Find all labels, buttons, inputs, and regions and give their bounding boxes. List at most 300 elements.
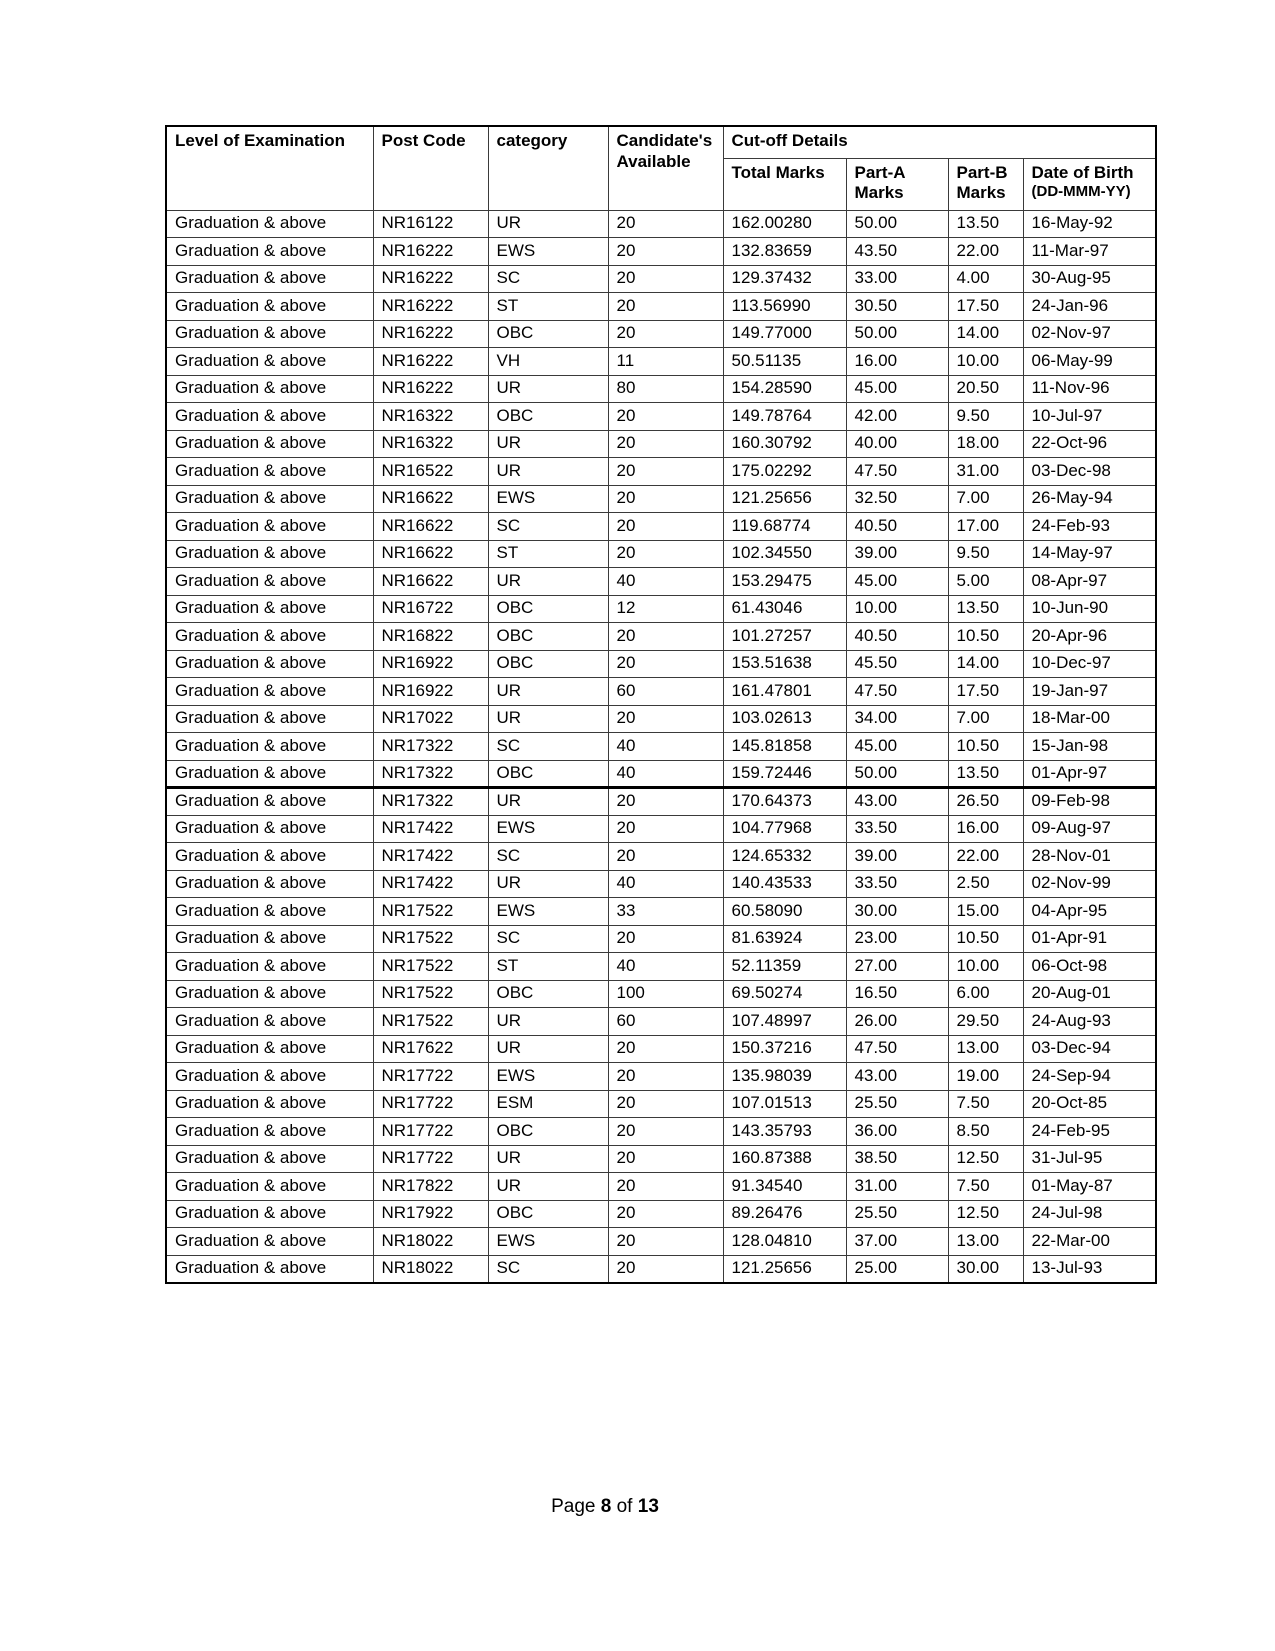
- table-cell: 20: [608, 265, 723, 293]
- table-cell: 22-Mar-00: [1023, 1228, 1156, 1256]
- table-cell: SC: [488, 513, 608, 541]
- table-cell: EWS: [488, 898, 608, 926]
- col-header-category: category: [488, 126, 608, 210]
- table-cell: 40: [608, 568, 723, 596]
- table-cell: NR16222: [373, 375, 488, 403]
- table-cell: NR16622: [373, 485, 488, 513]
- table-cell: NR16922: [373, 678, 488, 706]
- table-cell: 15.00: [948, 898, 1023, 926]
- table-cell: UR: [488, 705, 608, 733]
- table-cell: NR16822: [373, 623, 488, 651]
- table-cell: NR16522: [373, 458, 488, 486]
- col-header-total-marks: Total Marks: [723, 158, 846, 210]
- table-cell: 06-Oct-98: [1023, 953, 1156, 981]
- table-cell: 30.00: [948, 1255, 1023, 1283]
- table-cell: Graduation & above: [166, 1200, 373, 1228]
- table-cell: 150.37216: [723, 1035, 846, 1063]
- table-cell: 12.50: [948, 1145, 1023, 1173]
- table-cell: 128.04810: [723, 1228, 846, 1256]
- table-cell: 91.34540: [723, 1173, 846, 1201]
- table-cell: 159.72446: [723, 760, 846, 788]
- table-cell: 121.25656: [723, 1255, 846, 1283]
- table-row: [166, 953, 1156, 981]
- table-cell: 5.00: [948, 568, 1023, 596]
- table-row: [166, 650, 1156, 678]
- table-cell: NR17322: [373, 733, 488, 761]
- table-cell: 33.50: [846, 815, 948, 843]
- table-cell: 40.50: [846, 513, 948, 541]
- table-cell: 03-Dec-98: [1023, 458, 1156, 486]
- table-cell: 25.00: [846, 1255, 948, 1283]
- table-cell: 7.00: [948, 485, 1023, 513]
- footer-total-pages: 13: [637, 1496, 659, 1517]
- table-cell: 149.77000: [723, 320, 846, 348]
- table-row: [166, 320, 1156, 348]
- table-cell: 13.50: [948, 760, 1023, 788]
- table-cell: 20: [608, 1228, 723, 1256]
- table-row: [166, 1173, 1156, 1201]
- table-cell: 20: [608, 293, 723, 321]
- table-row: [166, 238, 1156, 266]
- table-cell: OBC: [488, 980, 608, 1008]
- table-cell: NR16122: [373, 210, 488, 238]
- table-cell: 107.01513: [723, 1090, 846, 1118]
- table-cell: Graduation & above: [166, 623, 373, 651]
- table-cell: 161.47801: [723, 678, 846, 706]
- table-cell: 17.50: [948, 678, 1023, 706]
- table-cell: 10.00: [948, 953, 1023, 981]
- table-cell: 20: [608, 238, 723, 266]
- table-cell: NR18022: [373, 1228, 488, 1256]
- table-cell: 40: [608, 870, 723, 898]
- table-cell: Graduation & above: [166, 980, 373, 1008]
- table-cell: NR16622: [373, 540, 488, 568]
- table-cell: 175.02292: [723, 458, 846, 486]
- table-cell: 39.00: [846, 843, 948, 871]
- table-cell: 20: [608, 1118, 723, 1146]
- table-cell: 100: [608, 980, 723, 1008]
- table-cell: Graduation & above: [166, 898, 373, 926]
- table-cell: 20: [608, 430, 723, 458]
- table-row: [166, 513, 1156, 541]
- table-cell: 17.50: [948, 293, 1023, 321]
- table-cell: NR16222: [373, 348, 488, 376]
- table-cell: 104.77968: [723, 815, 846, 843]
- table-cell: NR16322: [373, 430, 488, 458]
- table-cell: 11: [608, 348, 723, 376]
- table-row: [166, 1145, 1156, 1173]
- table-cell: 13.00: [948, 1035, 1023, 1063]
- table-cell: 13.00: [948, 1228, 1023, 1256]
- table-cell: 19-Jan-97: [1023, 678, 1156, 706]
- table-cell: 20: [608, 1063, 723, 1091]
- table-cell: NR17722: [373, 1118, 488, 1146]
- table-cell: Graduation & above: [166, 1145, 373, 1173]
- table-cell: Graduation & above: [166, 458, 373, 486]
- table-cell: 20: [608, 623, 723, 651]
- table-cell: ST: [488, 953, 608, 981]
- table-cell: UR: [488, 375, 608, 403]
- table-cell: 30-Aug-95: [1023, 265, 1156, 293]
- table-cell: 20-Aug-01: [1023, 980, 1156, 1008]
- table-cell: 09-Feb-98: [1023, 788, 1156, 816]
- table-row: [166, 595, 1156, 623]
- table-cell: 20: [608, 485, 723, 513]
- table-cell: NR17922: [373, 1200, 488, 1228]
- table-cell: 20: [608, 540, 723, 568]
- table-cell: Graduation & above: [166, 925, 373, 953]
- table-cell: NR16222: [373, 293, 488, 321]
- table-cell: 30.50: [846, 293, 948, 321]
- table-cell: 143.35793: [723, 1118, 846, 1146]
- table-cell: 01-May-87: [1023, 1173, 1156, 1201]
- cutoff-marks-table: [165, 125, 1157, 1284]
- table-cell: 16-May-92: [1023, 210, 1156, 238]
- col-header-part-a-marks: Part-A Marks: [846, 158, 948, 210]
- table-row: [166, 348, 1156, 376]
- table-cell: 01-Apr-97: [1023, 760, 1156, 788]
- table-cell: NR17522: [373, 925, 488, 953]
- table-cell: Graduation & above: [166, 375, 373, 403]
- table-row: [166, 540, 1156, 568]
- table-cell: 30.00: [846, 898, 948, 926]
- table-row: [166, 458, 1156, 486]
- table-cell: 18.00: [948, 430, 1023, 458]
- table-cell: 16.00: [846, 348, 948, 376]
- table-cell: 43.00: [846, 1063, 948, 1091]
- table-cell: OBC: [488, 595, 608, 623]
- table-cell: 34.00: [846, 705, 948, 733]
- table-cell: 45.50: [846, 650, 948, 678]
- table-cell: 8.50: [948, 1118, 1023, 1146]
- table-cell: EWS: [488, 815, 608, 843]
- table-row: [166, 1035, 1156, 1063]
- table-cell: UR: [488, 678, 608, 706]
- table-cell: 06-May-99: [1023, 348, 1156, 376]
- table-cell: 145.81858: [723, 733, 846, 761]
- table-cell: 22.00: [948, 843, 1023, 871]
- table-cell: Graduation & above: [166, 293, 373, 321]
- col-header-cutoff-details: Cut-off Details: [723, 126, 1156, 158]
- table-cell: NR16622: [373, 568, 488, 596]
- table-row: [166, 485, 1156, 513]
- table-cell: Graduation & above: [166, 320, 373, 348]
- table-cell: 129.37432: [723, 265, 846, 293]
- table-cell: NR17722: [373, 1090, 488, 1118]
- table-cell: 121.25656: [723, 485, 846, 513]
- col-header-level-of-examination: Level of Examination: [166, 126, 373, 210]
- table-cell: UR: [488, 1145, 608, 1173]
- table-row: [166, 733, 1156, 761]
- table-cell: 45.00: [846, 568, 948, 596]
- table-cell: UR: [488, 210, 608, 238]
- date-of-birth-label: Date of Birth: [1031, 162, 1134, 182]
- table-cell: 24-Sep-94: [1023, 1063, 1156, 1091]
- table-cell: NR16222: [373, 265, 488, 293]
- footer-of-word: of: [616, 1496, 633, 1517]
- table-cell: Graduation & above: [166, 540, 373, 568]
- table-cell: 22.00: [948, 238, 1023, 266]
- table-cell: 52.11359: [723, 953, 846, 981]
- table-row: [166, 568, 1156, 596]
- table-row: [166, 1063, 1156, 1091]
- table-row: [166, 1228, 1156, 1256]
- table-cell: 18-Mar-00: [1023, 705, 1156, 733]
- table-cell: NR16222: [373, 238, 488, 266]
- table-cell: Graduation & above: [166, 403, 373, 431]
- table-cell: 14-May-97: [1023, 540, 1156, 568]
- table-cell: 103.02613: [723, 705, 846, 733]
- table-cell: 140.43533: [723, 870, 846, 898]
- table-cell: UR: [488, 1035, 608, 1063]
- table-row: [166, 623, 1156, 651]
- table-cell: 20: [608, 403, 723, 431]
- table-cell: 20: [608, 458, 723, 486]
- table-cell: 28-Nov-01: [1023, 843, 1156, 871]
- table-cell: 11-Nov-96: [1023, 375, 1156, 403]
- table-cell: 80: [608, 375, 723, 403]
- table-cell: 25.50: [846, 1200, 948, 1228]
- table-cell: 04-Apr-95: [1023, 898, 1156, 926]
- table-cell: NR17522: [373, 980, 488, 1008]
- table-cell: NR16622: [373, 513, 488, 541]
- table-cell: 20: [608, 320, 723, 348]
- table-cell: 20.50: [948, 375, 1023, 403]
- table-cell: SC: [488, 265, 608, 293]
- table-cell: Graduation & above: [166, 1063, 373, 1091]
- header-row-main: [166, 126, 1156, 158]
- table-cell: OBC: [488, 1118, 608, 1146]
- table-cell: Graduation & above: [166, 348, 373, 376]
- table-cell: NR17322: [373, 760, 488, 788]
- table-cell: 102.34550: [723, 540, 846, 568]
- table-cell: EWS: [488, 1228, 608, 1256]
- table-cell: 7.50: [948, 1090, 1023, 1118]
- table-cell: Graduation & above: [166, 650, 373, 678]
- table-row: [166, 870, 1156, 898]
- table-cell: 40.00: [846, 430, 948, 458]
- table-cell: 24-Jul-98: [1023, 1200, 1156, 1228]
- table-cell: EWS: [488, 1063, 608, 1091]
- table-cell: Graduation & above: [166, 760, 373, 788]
- table-cell: 10-Jun-90: [1023, 595, 1156, 623]
- table-cell: 40.50: [846, 623, 948, 651]
- table-cell: Graduation & above: [166, 1173, 373, 1201]
- table-cell: 16.50: [846, 980, 948, 1008]
- table-cell: 02-Nov-99: [1023, 870, 1156, 898]
- table-cell: 10.50: [948, 623, 1023, 651]
- table-cell: Graduation & above: [166, 265, 373, 293]
- table-cell: 09-Aug-97: [1023, 815, 1156, 843]
- table-cell: 23.00: [846, 925, 948, 953]
- table-row: [166, 1200, 1156, 1228]
- table-row: [166, 375, 1156, 403]
- table-row: [166, 1090, 1156, 1118]
- table-cell: 101.27257: [723, 623, 846, 651]
- table-cell: NR16322: [373, 403, 488, 431]
- table-cell: 26-May-94: [1023, 485, 1156, 513]
- table-cell: 20: [608, 1173, 723, 1201]
- table-cell: 153.51638: [723, 650, 846, 678]
- table-cell: 119.68774: [723, 513, 846, 541]
- table-cell: 36.00: [846, 1118, 948, 1146]
- table-cell: 20: [608, 513, 723, 541]
- table-cell: 20: [608, 705, 723, 733]
- table-cell: 10-Jul-97: [1023, 403, 1156, 431]
- table-cell: OBC: [488, 1200, 608, 1228]
- table-cell: 43.00: [846, 788, 948, 816]
- table-cell: 9.50: [948, 540, 1023, 568]
- table-cell: 26.50: [948, 788, 1023, 816]
- table-row: [166, 705, 1156, 733]
- table-cell: EWS: [488, 238, 608, 266]
- table-cell: 50.00: [846, 210, 948, 238]
- table-cell: 20: [608, 1200, 723, 1228]
- table-cell: 03-Dec-94: [1023, 1035, 1156, 1063]
- table-cell: 47.50: [846, 1035, 948, 1063]
- page-number-footer: [0, 1496, 1210, 1518]
- table-cell: 40: [608, 760, 723, 788]
- table-cell: 01-Apr-91: [1023, 925, 1156, 953]
- table-cell: 24-Aug-93: [1023, 1008, 1156, 1036]
- table-cell: 02-Nov-97: [1023, 320, 1156, 348]
- table-cell: 38.50: [846, 1145, 948, 1173]
- table-cell: Graduation & above: [166, 238, 373, 266]
- table-cell: 154.28590: [723, 375, 846, 403]
- table-cell: SC: [488, 843, 608, 871]
- table-cell: 33.50: [846, 870, 948, 898]
- table-cell: NR16722: [373, 595, 488, 623]
- table-cell: 43.50: [846, 238, 948, 266]
- table-cell: 20-Apr-96: [1023, 623, 1156, 651]
- table-cell: 22-Oct-96: [1023, 430, 1156, 458]
- table-cell: ST: [488, 540, 608, 568]
- table-cell: 10.00: [846, 595, 948, 623]
- table-row: [166, 678, 1156, 706]
- table-cell: 37.00: [846, 1228, 948, 1256]
- table-cell: SC: [488, 733, 608, 761]
- table-cell: ESM: [488, 1090, 608, 1118]
- table-cell: 33: [608, 898, 723, 926]
- table-cell: Graduation & above: [166, 843, 373, 871]
- table-cell: 132.83659: [723, 238, 846, 266]
- table-cell: 13.50: [948, 210, 1023, 238]
- table-cell: Graduation & above: [166, 1008, 373, 1036]
- table-cell: 14.00: [948, 320, 1023, 348]
- table-cell: 10.00: [948, 348, 1023, 376]
- table-cell: 10-Dec-97: [1023, 650, 1156, 678]
- table-cell: 12.50: [948, 1200, 1023, 1228]
- table-cell: 40: [608, 733, 723, 761]
- table-cell: NR17322: [373, 788, 488, 816]
- table-cell: Graduation & above: [166, 1228, 373, 1256]
- table-cell: 24-Jan-96: [1023, 293, 1156, 321]
- table-cell: 20: [608, 1255, 723, 1283]
- table-cell: 20: [608, 925, 723, 953]
- table-cell: 13-Jul-93: [1023, 1255, 1156, 1283]
- table-cell: 89.26476: [723, 1200, 846, 1228]
- table-cell: 47.50: [846, 678, 948, 706]
- table-row: [166, 980, 1156, 1008]
- table-cell: NR16222: [373, 320, 488, 348]
- table-cell: Graduation & above: [166, 1090, 373, 1118]
- table-cell: 20-Oct-85: [1023, 1090, 1156, 1118]
- table-cell: 27.00: [846, 953, 948, 981]
- table-row: [166, 1255, 1156, 1283]
- table-cell: NR17422: [373, 843, 488, 871]
- table-cell: 33.00: [846, 265, 948, 293]
- table-cell: 42.00: [846, 403, 948, 431]
- table-cell: VH: [488, 348, 608, 376]
- table-cell: 25.50: [846, 1090, 948, 1118]
- table-cell: OBC: [488, 320, 608, 348]
- table-cell: OBC: [488, 760, 608, 788]
- table-row: [166, 843, 1156, 871]
- table-cell: NR18022: [373, 1255, 488, 1283]
- table-cell: 124.65332: [723, 843, 846, 871]
- table-cell: 32.50: [846, 485, 948, 513]
- table-row: [166, 1008, 1156, 1036]
- table-cell: NR17722: [373, 1063, 488, 1091]
- table-cell: 11-Mar-97: [1023, 238, 1156, 266]
- table-cell: NR17522: [373, 898, 488, 926]
- table-cell: 15-Jan-98: [1023, 733, 1156, 761]
- table-cell: NR17522: [373, 953, 488, 981]
- table-row: [166, 293, 1156, 321]
- table-cell: 16.00: [948, 815, 1023, 843]
- table-cell: 113.56990: [723, 293, 846, 321]
- table-cell: NR16922: [373, 650, 488, 678]
- footer-page-word: Page: [551, 1496, 596, 1517]
- table-cell: UR: [488, 1008, 608, 1036]
- table-cell: 153.29475: [723, 568, 846, 596]
- table-cell: Graduation & above: [166, 210, 373, 238]
- table-cell: ST: [488, 293, 608, 321]
- table-cell: 160.87388: [723, 1145, 846, 1173]
- table-row: [166, 925, 1156, 953]
- table-cell: Graduation & above: [166, 513, 373, 541]
- table-cell: NR17822: [373, 1173, 488, 1201]
- table-cell: 69.50274: [723, 980, 846, 1008]
- table-cell: Graduation & above: [166, 788, 373, 816]
- table-cell: 31.00: [948, 458, 1023, 486]
- table-cell: UR: [488, 870, 608, 898]
- table-cell: 81.63924: [723, 925, 846, 953]
- table-cell: 24-Feb-95: [1023, 1118, 1156, 1146]
- table-cell: 7.50: [948, 1173, 1023, 1201]
- table-row: [166, 898, 1156, 926]
- table-cell: 149.78764: [723, 403, 846, 431]
- table-cell: Graduation & above: [166, 1255, 373, 1283]
- table-cell: Graduation & above: [166, 870, 373, 898]
- table-cell: 162.00280: [723, 210, 846, 238]
- table-cell: OBC: [488, 650, 608, 678]
- table-body: [166, 210, 1156, 1283]
- table-cell: 50.00: [846, 760, 948, 788]
- table-cell: Graduation & above: [166, 1118, 373, 1146]
- table-cell: 20: [608, 1145, 723, 1173]
- table-cell: 26.00: [846, 1008, 948, 1036]
- table-cell: UR: [488, 568, 608, 596]
- table-cell: 20: [608, 843, 723, 871]
- table-cell: EWS: [488, 485, 608, 513]
- table-cell: OBC: [488, 403, 608, 431]
- table-cell: 61.43046: [723, 595, 846, 623]
- table-row: [166, 788, 1156, 816]
- table-row: [166, 815, 1156, 843]
- table-cell: 9.50: [948, 403, 1023, 431]
- table-row: [166, 403, 1156, 431]
